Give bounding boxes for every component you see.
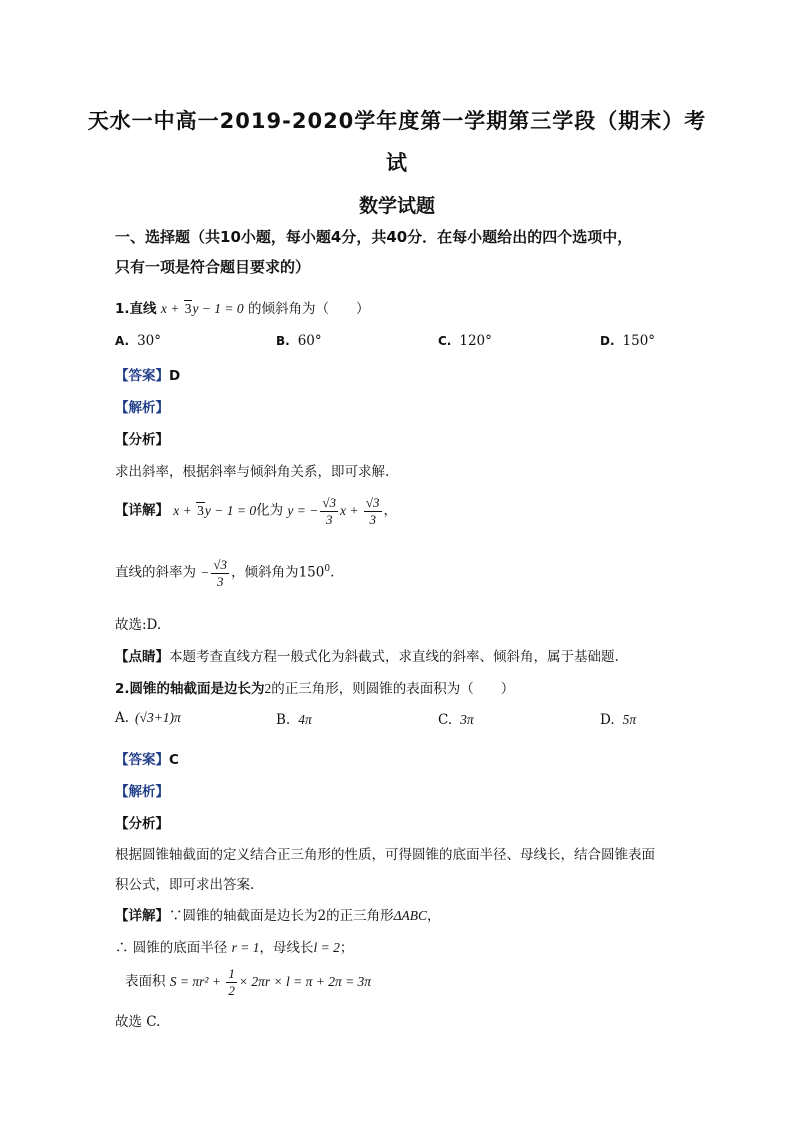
question-1-equation: x + 3y − 1 = 0 — [160, 301, 244, 316]
question-2-fenxi-line2: 积公式，即可求出答案. — [115, 877, 255, 893]
question-1-stem-tail: 的倾斜角为（ ） — [247, 301, 370, 317]
question-2-stem: 2.圆锥的轴截面是边长为2的正三角形，则圆锥的表面积为（ ） — [115, 681, 515, 697]
detail-tag: 【详解】 — [115, 502, 169, 519]
question-2-jiexi-tag: 【解析】 — [115, 784, 169, 800]
slope-value: − $\frac{√3}{3}$ — [200, 557, 228, 589]
section-heading-line1: 一、选择题（共10小题，每小题4分，共40分．在每小题给出的四个选项中， — [115, 228, 633, 246]
question-1-conclusion: 故选:D. — [115, 617, 162, 633]
question-2-conclusion: 故选 C. — [115, 1014, 161, 1030]
question-1-remark: 【点睛】本题考查直线方程一般式化为斜截式，求直线的斜率、倾斜角，属于基础题. — [115, 649, 619, 665]
incline-angle: 150 — [298, 564, 325, 581]
question-1-option-b: B. 60° — [276, 333, 322, 349]
question-2-option-b: B. 4π — [276, 712, 312, 728]
document-title: 天水一中高一2019-2020学年度第一学期第三学段（期末）考 — [87, 109, 707, 133]
question-2-option-a: A. (√3+1)π — [115, 710, 181, 726]
section-heading — [115, 222, 695, 282]
detail-slope-intercept: y = − $\frac{√3}{3}$ x + $\frac{√3}{3}$ — [287, 495, 380, 527]
question-2-area-formula: 表面积 S = πr² + $\frac{1}{2}$ × 2πr × l = π + 2π = 3π — [125, 966, 372, 998]
question-2-detail: 【详解】∵圆锥的轴截面是边长为2的正三角形ΔABC， — [115, 908, 441, 924]
detail-equation: x + 3y − 1 = 0 — [173, 502, 257, 518]
question-1-answer — [115, 364, 180, 384]
question-2-number: 2.圆锥的轴截面是边长为 — [115, 681, 265, 697]
question-2-answer: 【答案】C — [115, 752, 179, 768]
triangle-label: ΔABC — [393, 908, 428, 923]
question-1-fenxi-text: 求出斜率，根据斜率与倾斜角关系，即可求解. — [115, 464, 390, 480]
question-1-option-d: D. 150° — [600, 333, 656, 349]
question-2-option-d: D. 5π — [600, 712, 637, 728]
question-2-fenxi-line1: 根据圆锥轴截面的定义结合正三角形的性质，可得圆锥的底面半径、母线长，结合圆锥表面 — [115, 847, 655, 863]
document-subtitle: 数学试题 — [358, 195, 435, 217]
question-2-option-c: C. 3π — [438, 712, 474, 728]
question-1-detail: 【详解】 x + 3y − 1 = 0化为 y = − $\frac{√3}{3}$ x + $\frac{√3}{3}$ ， — [115, 495, 398, 527]
question-2-radius-line: ∴ 圆锥的底面半径 r = 1，母线长l = 2； — [115, 940, 354, 956]
question-2-fenxi-tag: 【分析】 — [115, 816, 169, 832]
question-1-option-a: A. 30° — [115, 333, 162, 349]
question-1-jiexi-tag: 【解析】 — [115, 400, 169, 416]
question-1-option-c: C. 120° — [438, 333, 492, 349]
question-1-stem — [115, 297, 369, 317]
answer-value: D — [169, 368, 181, 384]
question-1-slope-line: 直线的斜率为 − $\frac{√3}{3}$ ，倾斜角为$150^0$. — [115, 557, 335, 589]
answer-value: C — [169, 752, 179, 768]
section-heading-line2: 只有一项是符合题目要求的） — [115, 258, 311, 276]
question-1-number: 1.直线 — [115, 301, 157, 317]
question-1-fenxi-tag: 【分析】 — [115, 432, 169, 448]
document-title-continued: 试 — [386, 151, 408, 175]
answer-tag: 【答案】 — [115, 368, 169, 384]
